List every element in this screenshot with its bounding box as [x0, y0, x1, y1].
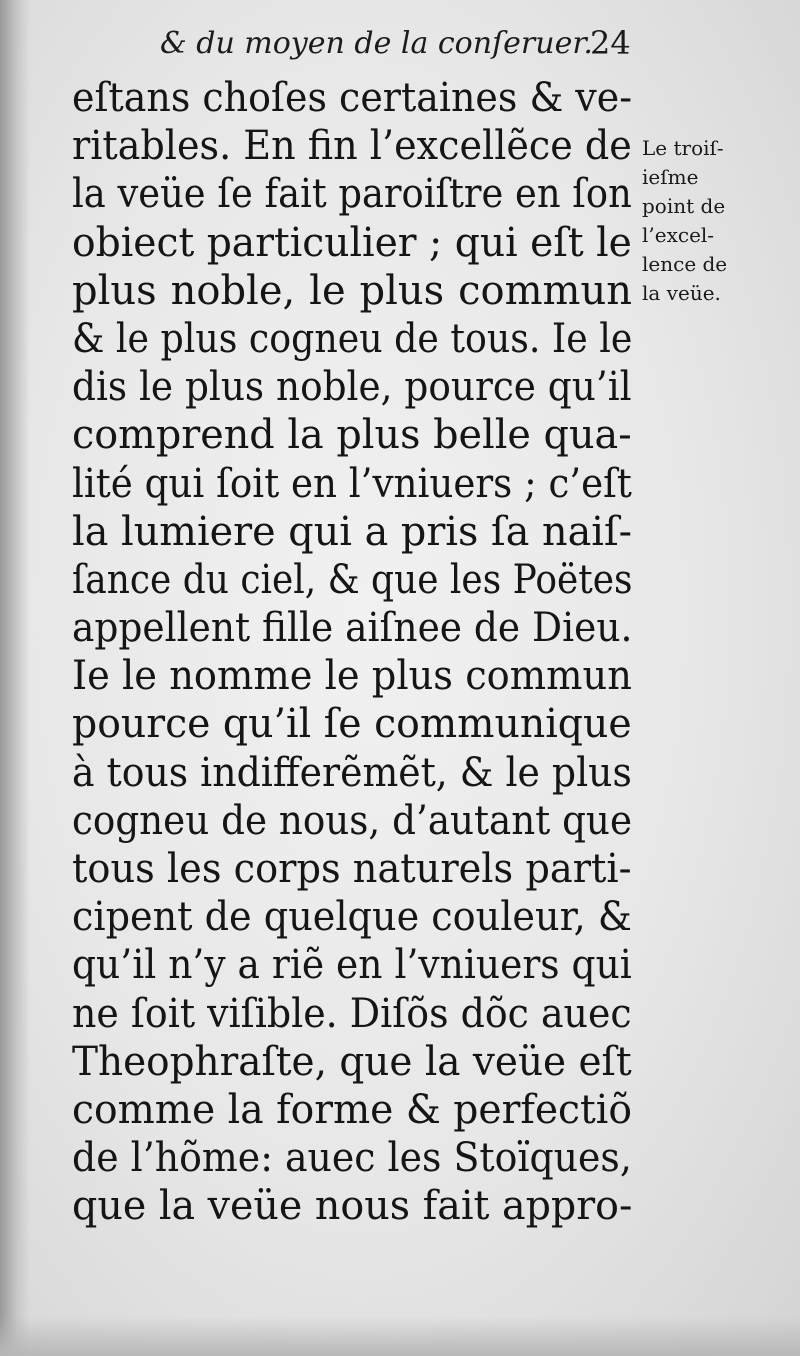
page-number: 24 [590, 24, 631, 62]
text-line: lité qui ſoit en l’vniuers ; c’eſt [72, 460, 632, 507]
text-line: tous les corps naturels parti- [72, 846, 632, 892]
text-line: ne ſoit viſible. Diſõs dõc auec [72, 990, 632, 1037]
marginal-note-line: l’excel- [642, 223, 715, 247]
text-line: Theophraſte, que la veüe eſt [72, 1038, 632, 1085]
text-line: comme la forme & perfectiõ [72, 1086, 632, 1133]
text-line: qu’il n’y a riẽ en l’vniuers qui [72, 942, 632, 989]
text-line: eſtans choſes certaines & ve- [72, 75, 633, 121]
text-line: ſance du ciel, & que les Poëtes [72, 556, 633, 603]
page-gutter-shadow [0, 0, 30, 1356]
text-line: obiect particulier ; qui eſt le [72, 219, 632, 266]
text-line: la veüe ſe fait paroiſtre en ſon [72, 171, 632, 218]
running-header [160, 26, 640, 76]
marginal-note-line: lence de [642, 252, 728, 276]
text-line: la lumiere qui a pris ſa naiſ- [72, 508, 633, 555]
marginal-note-line: Le troiſ- [642, 136, 724, 160]
text-line: de l’hõme: auec les Stoïques, [72, 1135, 632, 1182]
text-line: & le plus cogneu de tous. Ie le [72, 315, 633, 362]
text-line: appellent fille aiſnee de Dieu. [72, 605, 633, 652]
marginal-note-line: la veüe. [642, 281, 721, 305]
running-title: & du moyen de la conſeruer. [160, 26, 593, 61]
marginal-note [642, 134, 792, 308]
text-line: que la veüe nous fait appro- [72, 1183, 633, 1230]
text-line: à tous indifferẽmẽt, & le plus [72, 749, 632, 796]
text-line: ritables. En fin l’excellẽce de [72, 123, 632, 170]
text-line: cipent de quelque couleur, & [72, 894, 632, 941]
text-line: Ie le nomme le plus commun [72, 653, 632, 700]
text-line: plus noble, le plus commun [72, 267, 632, 314]
text-line: dis le plus noble, pource qu’il [72, 364, 632, 411]
page-bottom-shadow [0, 1316, 800, 1356]
marginal-note-line: ieſme [642, 165, 699, 189]
text-line: pource qu’il ſe communique [72, 701, 632, 748]
marginal-note-line: point de [642, 194, 726, 218]
body-text [72, 74, 632, 1231]
text-line: cogneu de nous, d’autant que [72, 797, 632, 844]
text-line: comprend la plus belle qua- [72, 412, 632, 459]
